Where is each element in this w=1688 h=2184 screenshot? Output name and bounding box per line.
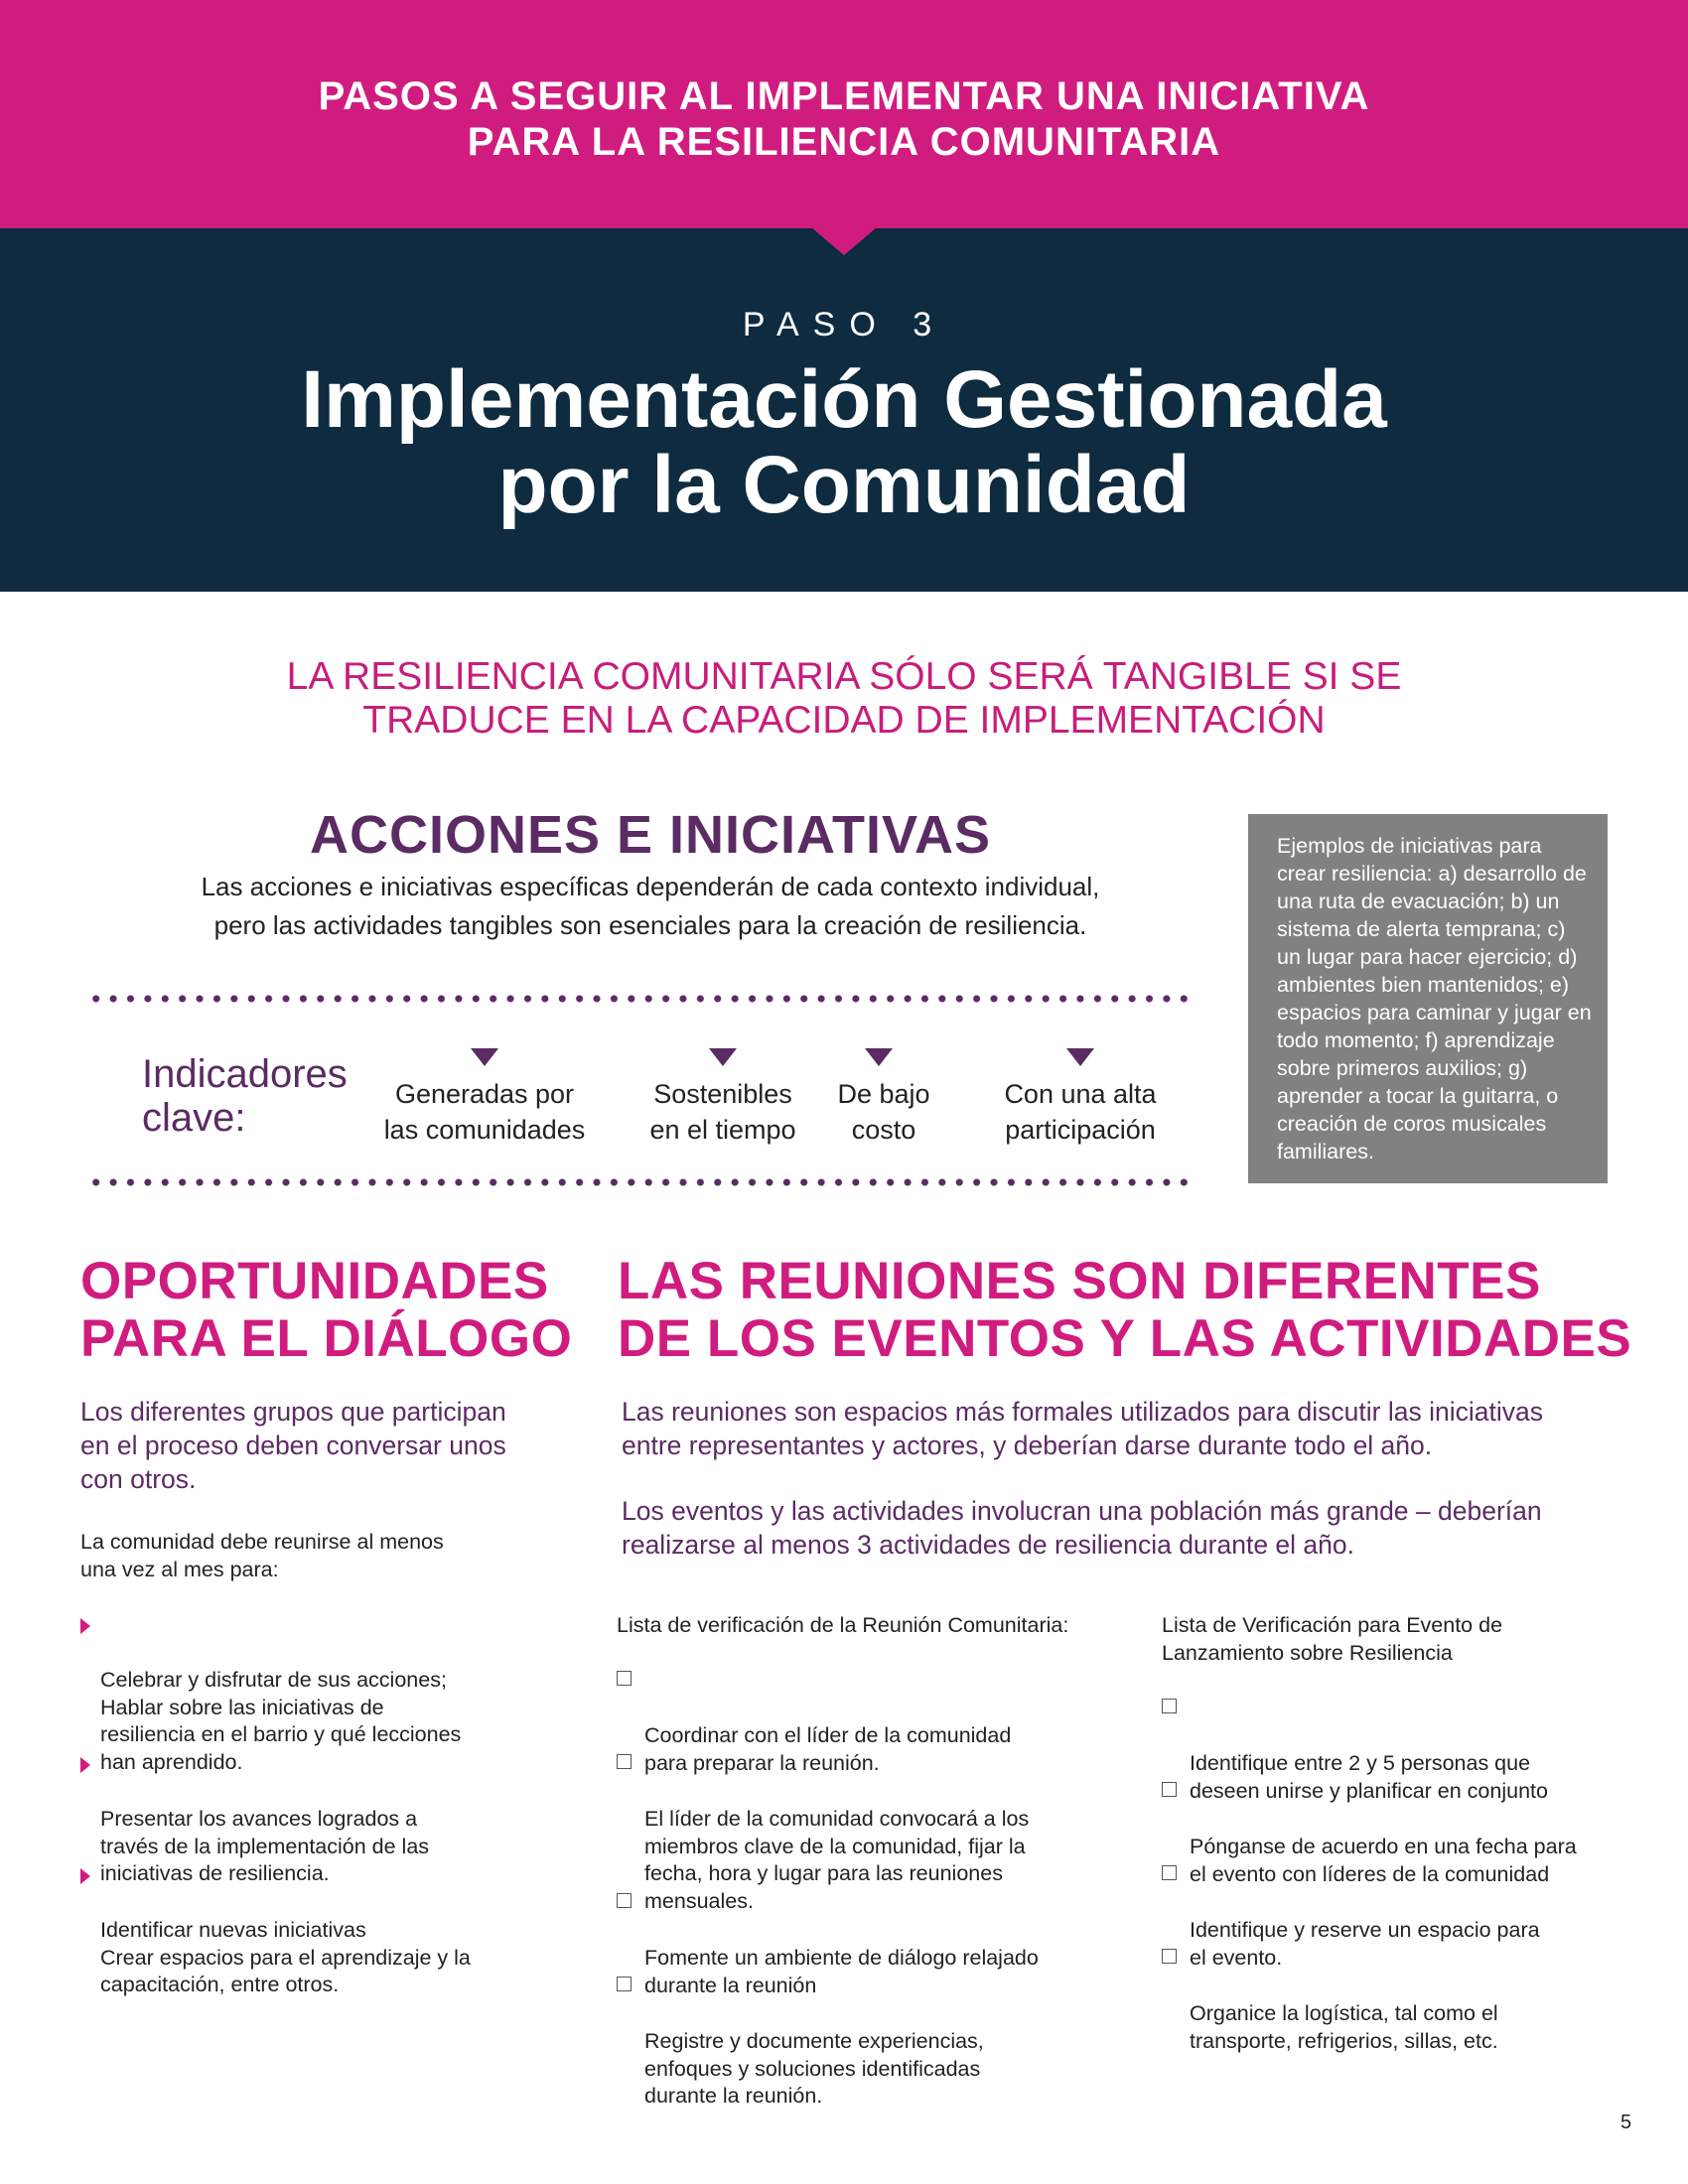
reuniones-heading: LAS REUNIONES SON DIFERENTES DE LOS EVENTOS Y LAS ACTIVIDADES [618, 1252, 1632, 1368]
indicator-item: De bajo costo [837, 1079, 930, 1145]
checklist-item-text: El líder de la comunidad convocará a los miembros clave de la comunidad, fijar la fecha, hora y lugar para las reuniones mensuales. [644, 1807, 1030, 1913]
checklist-item-text: Fomente un ambiente de diálogo relajado durante la reunión [644, 1946, 1039, 1997]
step-title: Implementación Gestionada por la Comunidad [301, 354, 1387, 530]
acciones-description: Las acciones e iniciativas específicas dependerán de cada contexto individual, pero las actividades tangibles son esenciales para la creación de resiliencia. [201, 872, 1100, 940]
checklist-event-title: Lista de Verificación para Evento de Lanzamiento sobre Resiliencia [1162, 1613, 1503, 1665]
list-item-text: Celebrar y disfrutar de sus acciones; Hablar sobre las iniciativas de resiliencia en el barrio y qué lecciones han aprendido. [100, 1668, 462, 1774]
checkbox[interactable] [617, 1754, 632, 1769]
checklist-item-text: Organice la logística, tal como el transporte, refrigerios, sillas, etc. [1190, 2001, 1498, 2053]
indicator-item: Con una alta participación [1004, 1079, 1157, 1145]
triangle-bullet-icon [80, 1618, 90, 1634]
checklist-item-text: Registre y documente experiencias, enfoques y soluciones identificadas durante la reunión. [644, 2029, 984, 2108]
checkbox[interactable] [617, 1977, 632, 1991]
indicator-marker-icon [471, 1048, 498, 1066]
indicator-marker-icon [709, 1048, 737, 1066]
down-pointer-icon [811, 227, 877, 255]
checklist-item-text: Identifique entre 2 y 5 personas que deseen unirse y planificar en conjunto [1190, 1751, 1548, 1803]
checklist-item [617, 1974, 1133, 2137]
checklist-item-text: Coordinar con el líder de la comunidad para preparar la reunión. [644, 1723, 1012, 1775]
dialogo-heading: OPORTUNIDADES PARA EL DIÁLOGO [80, 1252, 573, 1368]
list-item [80, 1862, 577, 2026]
triangle-bullet-icon [80, 1868, 90, 1884]
header-title: PASOS A SEGUIR AL IMPLEMENTAR UNA INICIATIVA PARA LA RESILIENCIA COMUNITARIA [318, 74, 1370, 164]
indicators-label: Indicadores clave: [142, 1052, 348, 1140]
checklist-meeting-title: Lista de verificación de la Reunión Comunitaria: [617, 1613, 1069, 1637]
reuniones-para-2: Los eventos y las actividades involucran una población más grande – deberían realizarse al menos 3 actividades de resiliencia durante el año. [622, 1496, 1542, 1560]
indicator-marker-icon [865, 1048, 893, 1066]
examples-box: Ejemplos de iniciativas para crear resiliencia: a) desarrollo de una ruta de evacuación; b) un sistema de alerta temprana; c) un lugar para hacer ejercicio; d) ambientes bien mantenidos; e) espacios para caminar y jugar en todo momento; f) aprendizaje sobre primeros auxilios; g) aprender a tocar la guitarra, o creación de coros musicales familiares. [1248, 814, 1608, 1183]
indicator-item: Sostenibles en el tiempo [649, 1079, 796, 1145]
page-number: 5 [1620, 2112, 1632, 2133]
list-item-text: Presentar los avances logrados a través de la implementación de las iniciativas de resiliencia. [100, 1807, 430, 1885]
tagline: LA RESILIENCIA COMUNITARIA SÓLO SERÁ TANGIBLE SI SE TRADUCE EN LA CAPACIDAD DE IMPLEMENTACIÓN [286, 655, 1402, 742]
indicator-marker-icon [1066, 1048, 1094, 1066]
checkbox[interactable] [1162, 1949, 1177, 1964]
step-label: PASO 3 [742, 306, 946, 343]
reuniones-para-1: Las reuniones son espacios más formales utilizados para discutir las iniciativas entre representantes y actores, y deberían darse durante todo el año. [622, 1397, 1543, 1460]
checkbox[interactable] [1162, 1782, 1177, 1797]
indicator-item: Generadas por las comunidades [383, 1079, 586, 1145]
dotted-divider-top [87, 994, 1195, 1004]
checklist-item [1162, 1946, 1658, 2083]
dialogo-intro: Los diferentes grupos que participan en el proceso deben conversar unos con otros. [80, 1397, 506, 1494]
checklist-item-text: Pónganse de acuerdo en una fecha para el evento con líderes de la comunidad [1190, 1835, 1577, 1886]
dotted-divider-bottom [87, 1177, 1195, 1187]
checkbox[interactable] [1162, 1865, 1177, 1880]
list-item-text: Identificar nuevas iniciativas Crear espacios para el aprendizaje y la capacitación, entre otros. [100, 1918, 471, 1996]
checklist-item-text: Identifique y reserve un espacio para el evento. [1190, 1918, 1540, 1970]
checkbox[interactable] [1162, 1699, 1177, 1713]
checkbox[interactable] [617, 1893, 632, 1908]
triangle-bullet-icon [80, 1757, 90, 1773]
acciones-heading: ACCIONES E INICIATIVAS [309, 805, 992, 865]
checkbox[interactable] [617, 1671, 632, 1686]
dialogo-lead: La comunidad debe reunirse al menos una vez al mes para: [80, 1530, 444, 1581]
